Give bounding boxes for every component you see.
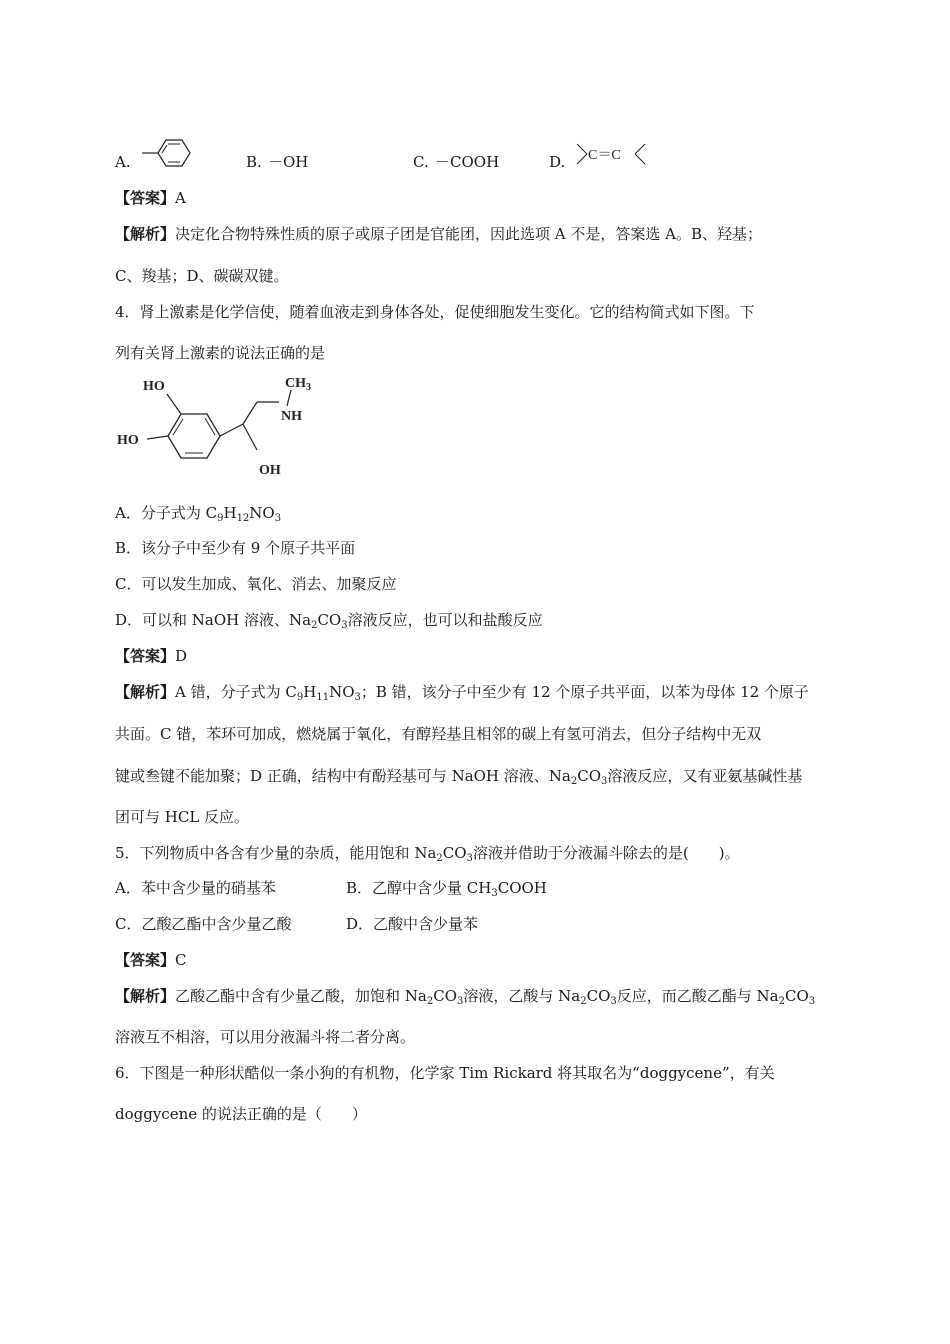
- answer-value: C: [175, 951, 187, 969]
- q5-answer: [115, 950, 187, 970]
- q4-option-a: A．分子式为 $C_9H_{12}NO_3$: [115, 504, 282, 524]
- answer-tag: 【答案】: [115, 647, 176, 665]
- q3-answer: [115, 188, 186, 208]
- q6-stem-line-1: 6．下图是一种形状酷似一条小狗的有机物，化学家 Tim Rickard 将其取名为“doggycene”，有关: [115, 1064, 775, 1082]
- answer-tag: 【答案】: [115, 189, 176, 207]
- q5-option-a: A．苯中含少量的硝基苯: [115, 879, 276, 897]
- answer-tag: 【答案】: [115, 951, 176, 969]
- ho-left-label: HO: [117, 433, 139, 448]
- nh-label: NH: [281, 409, 302, 424]
- analysis-tag: 【解析】: [115, 683, 176, 701]
- q4-analysis-line-3: 键或叁键不能加聚；D 正确，结构中有酚羟基可与 NaOH 溶液、$Na_2CO_3$溶液反应，又有亚氨基碱性基: [115, 767, 803, 787]
- double-bond-text: C＝C: [588, 148, 621, 163]
- q4-option-b: B．该分子中至少有 9 个原子共平面: [115, 539, 356, 557]
- q5-option-c: C．乙酸乙酯中含少量乙酸: [115, 915, 292, 933]
- q4-stem-line-2: 列有关肾上激素的说法正确的是: [115, 344, 326, 362]
- q3-analysis-line-1: [115, 224, 762, 244]
- epinephrine-structure: [115, 372, 325, 482]
- q5-stem: 5．下列物质中各含有少量的杂质，能用饱和 $Na_2CO_3$溶液并借助于分液漏斗除去的是( )。: [115, 844, 740, 864]
- q3-option-b-text: －OH: [268, 153, 309, 171]
- q5-option-d: D．乙酸中含少量苯: [346, 915, 479, 933]
- q3-option-c-text: －COOH: [435, 153, 500, 171]
- q4-option-c: C．可以发生加成、氧化、消去、加聚反应: [115, 575, 397, 593]
- ch3-label: $CH_3$: [285, 376, 311, 393]
- q4-option-d: D．可以和 NaOH 溶液、$Na_2CO_3$溶液反应，也可以和盐酸反应: [115, 611, 543, 631]
- q4-analysis-line-1: 【解析】A 错，分子式为 $C_9H_{11}NO_3$；B 错，该分子中至少有 12 个原子共平面，以苯为母体 12 个原子: [115, 683, 809, 703]
- benzene-ring-structure: [140, 136, 192, 170]
- q3-option-a-label: A.: [115, 153, 131, 171]
- analysis-tag: 【解析】: [115, 225, 176, 243]
- q4-analysis-line-4: 团可与 HCL 反应。: [115, 808, 250, 826]
- carbon-double-bond-structure: [573, 140, 649, 168]
- q3-analysis-line-2: C、羧基；D、碳碳双键。: [115, 267, 289, 285]
- q6-stem-line-2: doggycene 的说法正确的是（ ）: [115, 1105, 367, 1123]
- answer-value: A: [175, 189, 186, 207]
- q3-option-d-label: D.: [549, 153, 566, 171]
- q5-analysis-line-2: 溶液互不相溶，可以用分液漏斗将二者分离。: [115, 1028, 416, 1046]
- analysis-tag: 【解析】: [115, 987, 176, 1005]
- q3-option-c-label: C.: [413, 153, 429, 171]
- answer-value: D: [175, 647, 188, 665]
- q4-answer: [115, 646, 187, 666]
- analysis-text: 决定化合物特殊性质的原子或原子团是官能团，因此选项 A 不是，答案选 A。B、羟基；: [175, 225, 763, 243]
- q5-analysis-line-1: 【解析】乙酸乙酯中含有少量乙酸，加饱和 $Na_2CO_3$溶液，乙酸与 $Na_2CO_3$反应，而乙酸乙酯与 $Na_2CO_3$: [115, 987, 816, 1007]
- q3-option-b-label: B.: [246, 153, 262, 171]
- q4-stem-line-1: 4．肾上激素是化学信使，随着血液走到身体各处，促使细胞发生变化。它的结构简式如下图。下: [115, 303, 755, 321]
- ho-top-label: HO: [143, 379, 165, 394]
- q4-analysis-line-2: 共面。C 错，苯环可加成，燃烧属于氧化，有醇羟基且相邻的碳上有氢可消去，但分子结构中无双: [115, 725, 762, 743]
- oh-label: OH: [259, 463, 281, 478]
- q5-option-b: B．乙醇中含少量 $CH_3COOH$: [346, 879, 547, 899]
